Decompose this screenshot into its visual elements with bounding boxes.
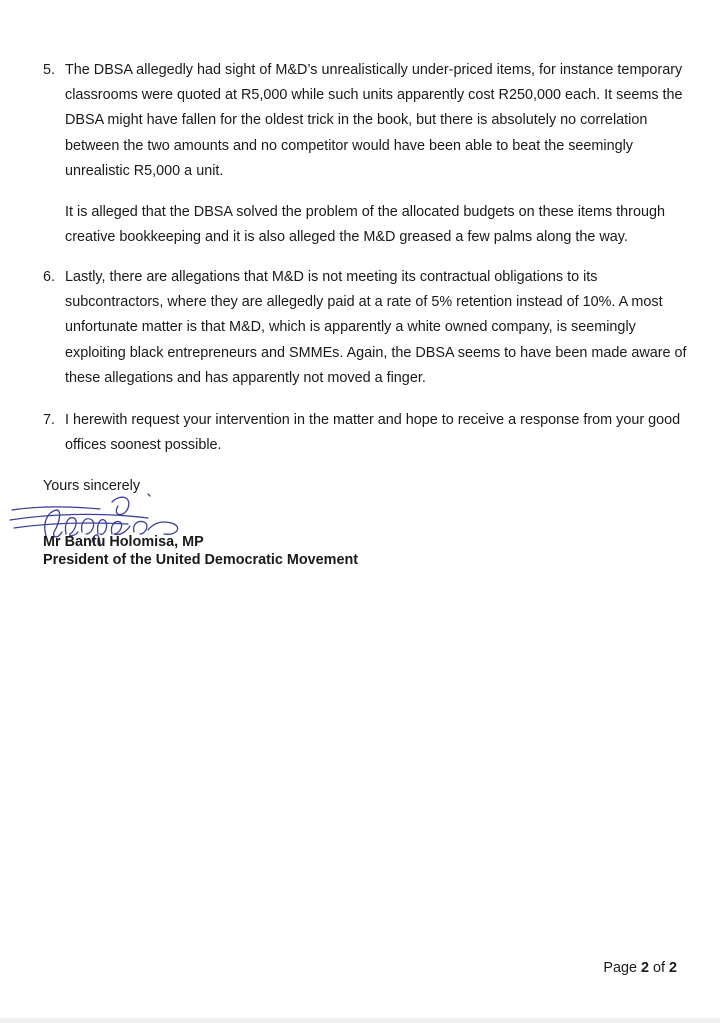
item-paragraph: It is alleged that the DBSA solved the problem of the allocated budgets on these items through creative bookkeeping and it is also alleged the M&D greased a few palms along the way. [65, 204, 665, 246]
item-number: 7. [43, 412, 56, 428]
item-paragraph: Lastly, there are allegations that M&D is not meeting its contractual obligations to its subcontractors, where they are allegedly paid at a rate of 5% retention instead of 10%. A most unfortunate matter is that M&D, which is apparently a white owned company, is seemingly exploiting black entrepreneurs and SMMEs. Again, the DBSA seems to have been made aware of these allegations and has apparently not moved a finger. [65, 269, 687, 386]
page-number [603, 958, 677, 978]
of-word: of [652, 960, 665, 976]
list-item-7 [43, 408, 693, 458]
item-body [65, 58, 693, 250]
signer-name: Mr Bantu Holomisa, MP [43, 534, 204, 550]
closing-salutation: Yours sincerely [43, 478, 141, 494]
list-item-6 [43, 265, 693, 391]
item-number: 6. [43, 269, 56, 285]
item-paragraph: I herewith request your intervention in the matter and hope to receive a response from your good offices soonest possible. [65, 412, 681, 454]
item-body [65, 265, 693, 391]
page-bottom-edge [0, 1018, 720, 1023]
total-pages: 2 [668, 960, 677, 976]
item-paragraph: The DBSA allegedly had sight of M&D’s unrealistically under-priced items, for instance temporary classrooms were quoted at R5,000 while such units apparently cost R250,000 each. It seems the DBSA might have fallen for the oldest trick in the book, but there is absolutely no correlation between the two amounts and no competitor would have been able to beat the seemingly unrealistic R5,000 a unit. [65, 62, 683, 179]
signer-title: President of the United Democratic Movement [43, 552, 359, 568]
item-body [65, 408, 693, 458]
page-word: Page [603, 960, 637, 976]
current-page: 2 [640, 960, 649, 976]
list-item-5 [43, 58, 693, 250]
item-number: 5. [43, 62, 56, 78]
